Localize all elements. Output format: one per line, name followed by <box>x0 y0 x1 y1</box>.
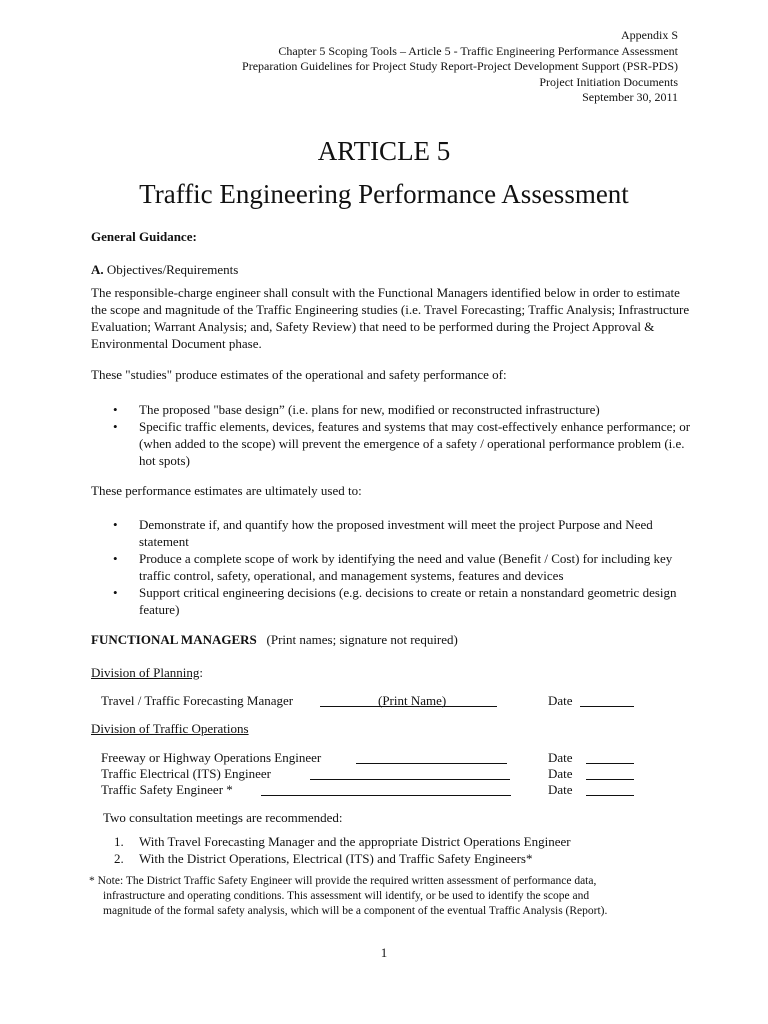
bullet-icon: • <box>113 551 118 566</box>
section-a-title: Objectives/Requirements <box>106 262 239 277</box>
date-label: Date <box>548 693 573 708</box>
division-of-planning-heading: Division of Planning: <box>91 665 203 680</box>
date-label: Date <box>548 782 573 797</box>
studies-paragraph: These "studies" produce estimates of the operational and safety performance of: <box>91 367 507 382</box>
section-a-letter: A. <box>91 262 104 277</box>
date-label: Date <box>548 750 573 765</box>
header-guidelines: Preparation Guidelines for Project Study Report-Project Development Support (PSR-PDS) <box>242 59 678 74</box>
freeway-ops-name-line[interactable] <box>356 763 507 764</box>
uses-list <box>91 516 691 618</box>
list-item: • Produce a complete scope of work by identifying the need and value (Benefit / Cost) for including key traffic control, safety, operational, and management systems, features and devices <box>113 551 673 583</box>
print-name-label: (Print Name) <box>378 693 447 708</box>
list-item: • Demonstrate if, and quantify how the proposed investment will meet the project Purpose and Need statement <box>113 517 653 549</box>
bullet-icon: • <box>113 419 118 434</box>
list-item: 1. With Travel Forecasting Manager and the appropriate District Operations Engineer <box>114 834 571 849</box>
header-date: September 30, 2011 <box>582 90 678 105</box>
header-appendix: Appendix S <box>621 28 678 42</box>
list-item: • The proposed "base design” (i.e. plans for new, modified or reconstructed infrastructure) <box>113 402 600 417</box>
studies-list <box>91 401 691 469</box>
article-title: ARTICLE 5 <box>317 136 451 166</box>
traffic-electrical-date-line[interactable] <box>586 779 634 780</box>
division-of-traffic-operations-heading: Division of Traffic Operations <box>91 721 249 736</box>
traffic-safety-date-line[interactable] <box>586 795 634 796</box>
bullet-icon: • <box>113 585 118 600</box>
functional-managers-heading: FUNCTIONAL MANAGERS (Print names; signature not required) <box>91 632 458 647</box>
bullet-icon: • <box>113 402 118 417</box>
general-guidance-heading: General Guidance: <box>91 229 197 244</box>
article-subtitle: Traffic Engineering Performance Assessment <box>139 179 629 209</box>
bullet-icon: • <box>113 517 118 532</box>
meetings-intro: Two consultation meetings are recommended: <box>103 810 343 825</box>
traffic-safety-engineer-label: Traffic Safety Engineer * <box>101 782 233 797</box>
date-label: Date <box>548 766 573 781</box>
meetings-list <box>114 833 571 867</box>
freeway-ops-engineer-label: Freeway or Highway Operations Engineer <box>101 750 322 765</box>
traffic-electrical-name-line[interactable] <box>310 779 510 780</box>
traffic-electrical-engineer-label: Traffic Electrical (ITS) Engineer <box>101 766 272 781</box>
freeway-ops-date-line[interactable] <box>586 763 634 764</box>
list-item: • Support critical engineering decisions (e.g. decisions to create or retain a nonstandard geometric design feature) <box>113 585 677 617</box>
list-item: 2. With the District Operations, Electrical (ITS) and Traffic Safety Engineers* <box>114 851 533 866</box>
page-number: 1 <box>380 945 388 960</box>
section-a-heading <box>91 261 238 278</box>
forecasting-date-line[interactable] <box>580 706 634 707</box>
list-item: • Specific traffic elements, devices, features and systems that may cost-effectively enhance performance; or (when added to the scope) will prevent the emergence of a safety / operational performance problem (i.e. hot spots) <box>113 419 691 468</box>
forecasting-manager-label: Travel / Traffic Forecasting Manager <box>101 693 294 708</box>
running-header <box>242 28 678 106</box>
objectives-paragraph: The responsible-charge engineer shall consult with the Functional Managers identified below in order to estimate the scope and magnitude of the Traffic Engineering studies (i.e. Travel Forecasting; Traffic Analysis; Infrastructure Evaluation; Warrant Analysis; and, Safety Review) that need to be performed during the Project Approval & Environmental Document phase. <box>91 285 690 351</box>
estimates-paragraph: These performance estimates are ultimately used to: <box>91 483 362 498</box>
footnote: * Note: The District Traffic Safety Engineer will provide the required written assessment of performance data, infrastructure and operating conditions. This assessment will identify, or be used to identify the scope and magnitude of the formal safety analysis, which will be a component of the eventual Traffic Analysis (Report). <box>89 875 608 917</box>
traffic-safety-name-line[interactable] <box>261 795 511 796</box>
header-chapter: Chapter 5 Scoping Tools – Article 5 - Traffic Engineering Performance Assessment <box>278 43 678 58</box>
header-pid: Project Initiation Documents <box>539 74 678 89</box>
